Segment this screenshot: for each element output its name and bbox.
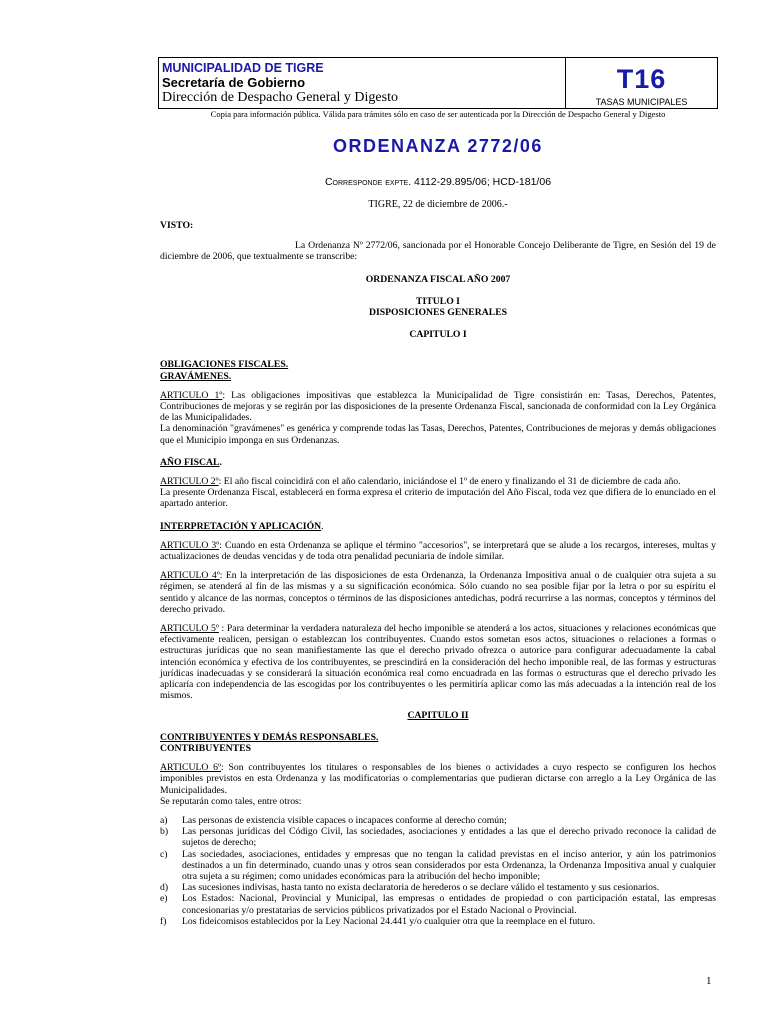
- contribuyentes-list: [160, 815, 716, 927]
- article-4: [160, 570, 716, 615]
- article-6-text: : Son contribuyentes los titulares o responsables de los bienes o actividades a cuyo respecto se configuren los hechos imponibles previstos en esta Ordenanza y las modificatorias o complementarias que pudieran dictarse con arreglo a la Ley Orgánica de las Municipalidades.: [160, 762, 716, 796]
- list-item: [160, 826, 716, 848]
- header-box: [158, 57, 718, 109]
- article-2-label: ARTICULO 2º: [160, 476, 219, 488]
- article-5-text: : Para determinar la verdadera naturaleza del hecho imponible se atenderá a los actos, situaciones y relaciones económicas que efectivamente realicen, persigan o establezcan los contribuyentes. Cuando estos sometan esos actos, situaciones o relaciones a formas o estructuras jurídicas que no sean manifiestamente las que el derecho privado ofrezca o autorice para configurar adecuadamente la cabal intención económica y efectiva de los contribuyentes, se prescindirá en la consideración del hecho imponible real, de las formas y estructuras jurídicas inadecuadas y se considerará la situación económica real como encuadrada en las formas o estructuras que el derecho privado les aplicaría con independencia de las escogidas por los contribuyentes o les permitiría aplicar como las más adecuadas a la intención real de los mismos.: [160, 623, 716, 702]
- article-4-label: ARTICULO 4º: [160, 570, 220, 582]
- article-1-label: ARTICULO 1º: [160, 389, 223, 401]
- article-1-paragraph-2: La denominación "gravámenes" es genérica y comprende todas las Tasas, Derechos, Patentes, Contribuciones de mejoras y demás obligaciones que el Municipio imponga en sus Ordenanzas.: [160, 423, 716, 446]
- article-2-text: : El año fiscal coincidirá con el año calendario, iniciándose el 1º de enero y finalizando el 31 de diciembre de cada año.: [218, 476, 681, 488]
- visto-label: VISTO:: [160, 220, 194, 231]
- list-item-letter: a): [160, 814, 168, 826]
- obligaciones-heading: OBLIGACIONES FISCALES.: [160, 359, 289, 371]
- list-item-letter: d): [160, 882, 169, 894]
- titulo-heading: TITULO I: [416, 295, 460, 307]
- header-code-sub: TASAS MUNICIPALES: [595, 97, 688, 107]
- anio-fiscal-heading: AÑO FISCAL: [160, 456, 220, 468]
- capitulo-1-heading: CAPITULO I: [409, 329, 467, 341]
- list-item-letter: f): [160, 915, 167, 927]
- list-item-letter: c): [160, 848, 168, 860]
- contribuyentes-heading: CONTRIBUYENTES Y DEMÁS RESPONSABLES.: [160, 731, 379, 743]
- list-item-letter: e): [160, 893, 168, 905]
- header-direccion: Dirección de Despacho General y Digesto: [162, 90, 398, 105]
- date-line: TIGRE, 22 de diciembre de 2006.-: [368, 199, 508, 210]
- document-body: [160, 220, 716, 927]
- intro-paragraph: La Ordenanza Nº 2772/06, sancionada por el Honorable Concejo Deliberante de Tigre, en Sesión del 19 de diciembre de 2006, que textualmente se transcribe:: [160, 240, 716, 263]
- article-4-text: : En la interpretación de las disposiciones de esta Ordenanza, la Ordenanza Impositiva anual o de cualquier otra sujeta a su régimen, se atenderá al fin de las mismas y a su significación económica. Sólo cuando no sea posible fijar por la letra o por su espíritu el sentido y alcance de las normas, conceptos o términos de las disposiciones antedichas, podrá recurrirse a las normas, conceptos y términos del derecho privado.: [160, 570, 716, 615]
- corresponde-line: [158, 176, 718, 188]
- interpretacion-heading-line: [160, 521, 716, 532]
- list-item: [160, 882, 716, 893]
- list-item: [160, 815, 716, 826]
- article-6: [160, 762, 716, 796]
- article-3-text: : Cuando en esta Ordenanza se aplique el término "accesorios", se interpretará que se alude a los recargos, intereses, multas y actualizaciones de deudas vencidas y de toda otra penalidad pecuniaria de índole similar.: [160, 539, 716, 563]
- article-2: [160, 476, 716, 487]
- article-2-paragraph-2: La presente Ordenanza Fiscal, establecerá en forma expresa el criterio de imputación del Año Fiscal, toda vez que difiera de lo enunciado en el apartado anterior.: [160, 487, 716, 510]
- header-right: [566, 58, 717, 108]
- corresponde-value: 4112-29.895/06; HCD-181/06: [414, 176, 552, 188]
- anio-fiscal-dot: .: [219, 456, 222, 468]
- article-1-text: : Las obligaciones impositivas que establezca la Municipalidad de Tigre consistirán en: Tasas, Derechos, Patentes, Contribuciones de mejoras y se regirán por las disposiciones de la presente Ordenanza Fiscal, sancionada de conformidad con la Ley Orgánica de las Municipalidades.: [160, 389, 716, 424]
- copy-note: Copia para información pública. Válida para trámites sólo en caso de ser autenticada por la Dirección de Despacho General y Digesto: [210, 109, 666, 119]
- list-item: [160, 916, 716, 927]
- list-item: [160, 849, 716, 883]
- gravamenes-heading: GRAVÁMENES.: [160, 370, 232, 382]
- contribuyentes-subheading: CONTRIBUYENTES: [160, 742, 251, 754]
- article-5-label: ARTICULO 5º: [160, 623, 219, 635]
- interpretacion-dot: .: [321, 520, 324, 532]
- interpretacion-heading: INTERPRETACIÓN Y APLICACIÓN: [160, 520, 322, 532]
- corresponde-label: Corresponde expte.: [324, 176, 412, 188]
- article-6-label: ARTICULO 6º: [160, 762, 222, 774]
- ordenanza-fiscal-heading: ORDENANZA FISCAL AÑO 2007: [365, 273, 511, 285]
- page-number: 1: [706, 975, 712, 987]
- list-item-text: Los fideicomisos establecidos por la Ley Nacional 24.441 y/o cualquier otra que la reemplace en el futuro.: [182, 915, 596, 927]
- disposiciones-heading: DISPOSICIONES GENERALES: [368, 307, 508, 319]
- article-1: [160, 390, 716, 424]
- list-item-text: Las sociedades, asociaciones, entidades y empresas que no tengan la calidad previstas en el inciso anterior, y aún los patrimonios destinados a un fin determinado, cuando unas y otros sean considerados por esta Ordenanza, la Ordenanza Impositiva anual y cualquier otra sujeta a su régimen; como unidades económicas para la atribución del hecho imponible;: [182, 848, 716, 882]
- header-secretaria: Secretaría de Gobierno: [162, 75, 306, 90]
- article-3: [160, 540, 716, 562]
- list-item-text: Las sucesiones indivisas, hasta tanto no exista declaratoria de herederos o se declare válido el testamento y sus cesionarios.: [182, 882, 660, 894]
- header-org: MUNICIPALIDAD DE TIGRE: [162, 61, 324, 75]
- article-5: [160, 623, 716, 701]
- anio-fiscal-heading-line: [160, 457, 716, 468]
- header-code: T16: [616, 64, 667, 94]
- list-item-letter: b): [160, 826, 169, 838]
- list-item-text: Las personas jurídicas del Código Civil, las sociedades, asociaciones y entidades a las que el derecho privado reconoce la calidad de sujetos de derecho;: [182, 826, 716, 849]
- header-left: [159, 58, 566, 108]
- capitulo-2-heading: CAPITULO II: [407, 709, 469, 721]
- article-6-paragraph-2: Se reputarán como tales, entre otros:: [160, 795, 302, 807]
- article-3-label: ARTICULO 3º: [160, 539, 220, 551]
- list-item: [160, 893, 716, 915]
- list-item-text: Las personas de existencia visible capaces o incapaces conforme al derecho común;: [182, 814, 507, 826]
- list-item-text: Los Estados: Nacional, Provincial y Municipal, las empresas o entidades de propiedad o con participación estatal, las empresas concesionarias y/o prestatarias de servicios públicos privatizados por el Estado Nacional o Provincial.: [182, 893, 716, 916]
- document-title: ORDENANZA 2772/06: [333, 136, 543, 156]
